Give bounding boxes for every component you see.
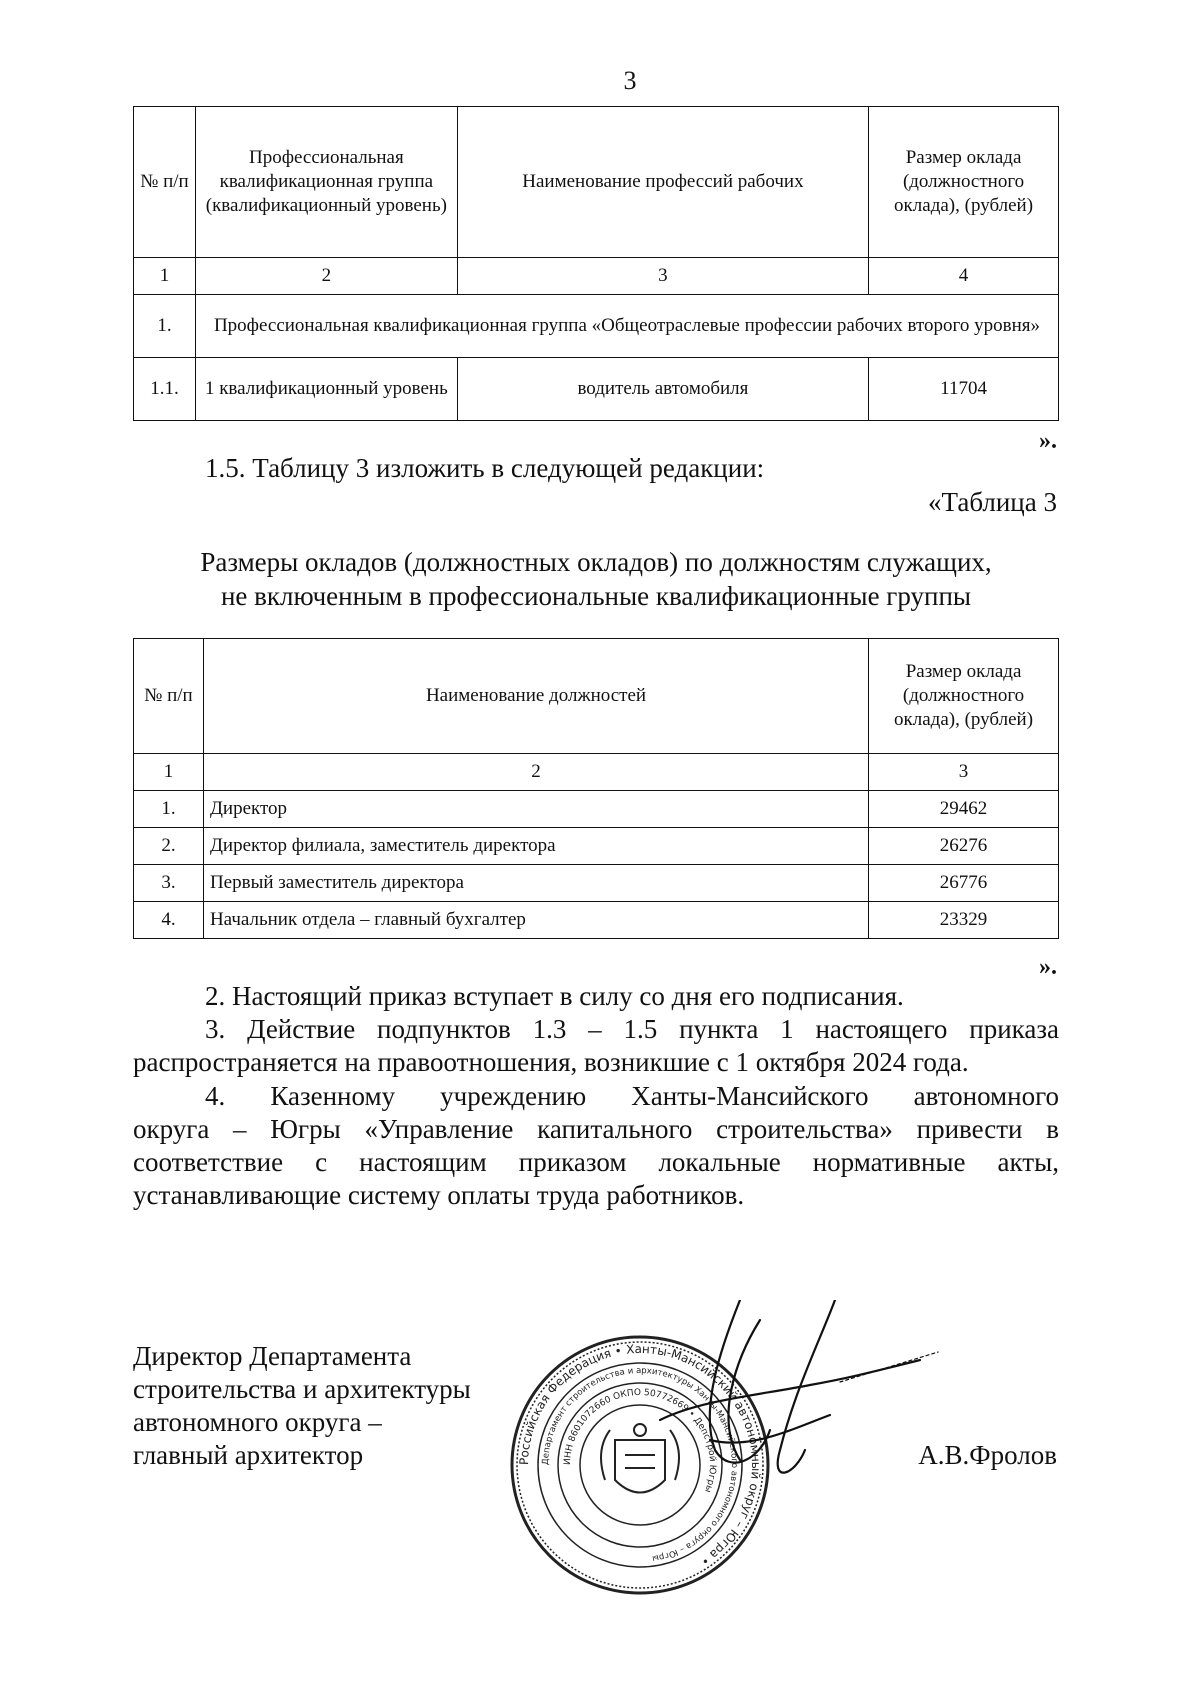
row-level: 1 квалификационный уровень [195,358,457,421]
column-number-row [134,258,1059,295]
row-profession: водитель автомобиля [457,358,868,421]
row-num: 1.1. [134,358,196,421]
column-number: 1 [134,258,196,295]
column-number: 2 [203,754,868,791]
table-row [134,358,1059,421]
column-number: 3 [457,258,868,295]
section-title: Профессиональная квалификационная группа «Общеотраслевые профессии рабочих второго уровня» [195,295,1058,358]
signatory-name: А.В.Фролов [918,1440,1057,1470]
section-num: 1. [134,295,196,358]
table3-title-line2: не включенным в профессиональные квалификационные группы [220,581,972,611]
row-salary: 26776 [869,865,1059,902]
row-salary: 23329 [869,902,1059,939]
seal-middle-text: Департамент строительства и архитектуры Ханты-Мансийского автономного округа – Югры [540,1365,740,1564]
paragraph-3-line2: распространяется на правоотношения, возникшие с 1 октября 2024 года. [133,1047,969,1077]
row-position: Начальник отдела – главный бухгалтер [203,902,868,939]
closing-quote: ». [1039,954,1057,980]
item-1-5: 1.5. Таблицу 3 изложить в следующей редакции: [205,453,765,483]
table-row [134,902,1059,939]
header-qualification-group: Профессиональная квалификационная группа (квалификационный уровень) [195,107,457,258]
paragraph-4-line2: округа – Югры «Управление капитального строительства» привести в [133,1114,1059,1144]
row-salary: 26276 [869,828,1059,865]
header-position: Наименование должностей [203,639,868,754]
table-header-row [134,107,1059,258]
row-num: 1. [134,791,204,828]
row-position: Директор филиала, заместитель директора [203,828,868,865]
header-profession: Наименование профессий рабочих [457,107,868,258]
row-position: Первый заместитель директора [203,865,868,902]
header-salary: Размер оклада (должностного оклада), (рублей) [869,107,1059,258]
column-number-row [134,754,1059,791]
row-position: Директор [203,791,868,828]
paragraph-4-line4: устанавливающие систему оплаты труда работников. [133,1180,745,1210]
header-num: № п/п [134,107,196,258]
table-row [134,865,1059,902]
signatory-title-line: Директор Департамента [133,1341,412,1371]
row-num: 4. [134,902,204,939]
signatory-title-line: строительства и архитектуры [133,1374,471,1404]
handwritten-signature [620,1300,940,1500]
page-number: 3 [623,66,637,95]
row-salary: 11704 [869,358,1059,421]
signatory-title-line: главный архитектор [133,1440,364,1470]
table-header-row [134,639,1059,754]
table-row [134,828,1059,865]
table3-label: «Таблица 3 [928,487,1057,517]
signatory-title-line: автономного округа – [133,1407,382,1437]
column-number: 4 [869,258,1059,295]
header-num: № п/п [134,639,204,754]
section-row [134,295,1059,358]
column-number: 3 [869,754,1059,791]
table-row [134,791,1059,828]
paragraph-2: 2. Настоящий приказ вступает в силу со дня его подписания. [205,981,904,1011]
header-salary: Размер оклада (должностного оклада), (рублей) [869,639,1059,754]
row-num: 2. [134,828,204,865]
employees-salary-table [133,638,1059,939]
seal-inner-text: ИНН 8601072660 ОКПО 50772669 • Депстрой Югры [562,1387,718,1494]
workers-salary-table [133,106,1059,421]
row-num: 3. [134,865,204,902]
column-number: 1 [134,754,204,791]
paragraph-4-line3: соответствие с настоящим приказом локальные нормативные акты, [133,1147,1059,1177]
seal-outer-text: Российская Федерация • Ханты-Мансийский автономный округ – Югра • [516,1341,764,1569]
paragraph-3-line1: 3. Действие подпунктов 1.3 – 1.5 пункта 1 настоящего приказа [205,1014,1059,1044]
row-salary: 29462 [869,791,1059,828]
table3-title-line1: Размеры окладов (должностных окладов) по должностям служащих, [200,547,992,577]
column-number: 2 [195,258,457,295]
closing-quote: ». [1039,428,1057,454]
signatory-title [133,1340,471,1472]
paragraph-4-line1: 4. Казенному учреждению Ханты-Мансийского автономного [205,1081,1059,1111]
